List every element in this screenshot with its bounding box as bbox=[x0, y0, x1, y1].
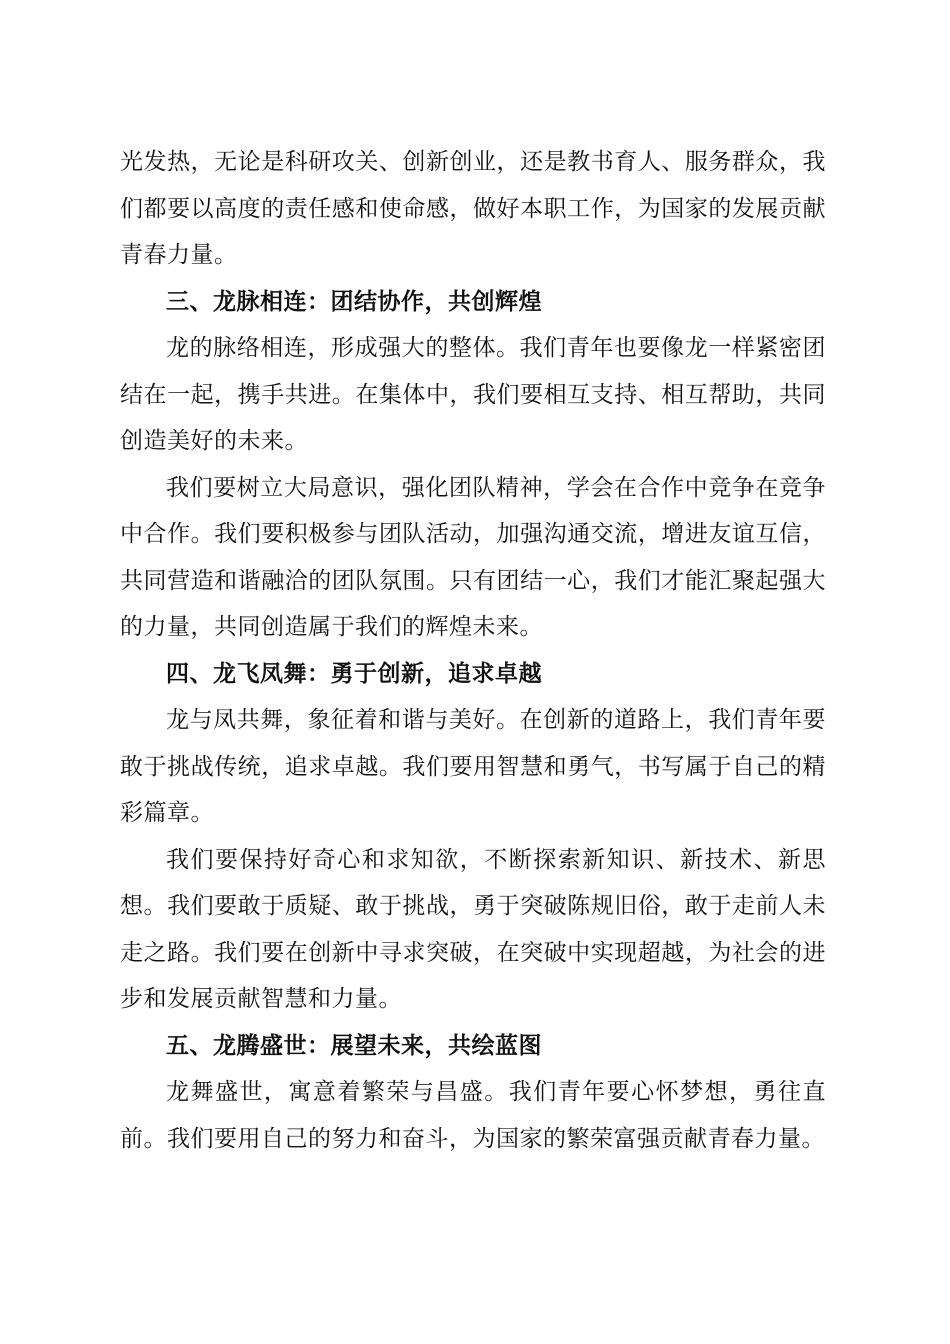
section-heading-5: 五、龙腾盛世：展望未来，共绘蓝图 bbox=[166, 1032, 542, 1059]
document-body bbox=[120, 139, 826, 1162]
paragraph-continued: 光发热，无论是科研攻关、创新创业，还是教书育人、服务群众，我们都要以高度的责任感和使命感，做好本职工作，为国家的发展贡献青春力量。 bbox=[120, 149, 826, 268]
paragraph: 龙舞盛世，寓意着繁荣与昌盛。我们青年要心怀梦想，勇往直前。我们要用自己的努力和奋斗，为国家的繁荣富强贡献青春力量。 bbox=[120, 1079, 826, 1152]
paragraph: 龙与凤共舞，象征着和谐与美好。在创新的道路上，我们青年要敢于挑战传统，追求卓越。我们要用智慧和勇气，书写属于自己的精彩篇章。 bbox=[120, 707, 826, 826]
paragraph: 我们要树立大局意识，强化团队精神，学会在合作中竞争在竞争中合作。我们要积极参与团队活动，加强沟通交流，增进友谊互信，共同营造和谐融洽的团队氛围。只有团结一心，我们才能汇聚起强大的力量，共同创造属于我们的辉煌未来。 bbox=[120, 474, 826, 640]
paragraph: 我们要保持好奇心和求知欲，不断探索新知识、新技术、新思想。我们要敢于质疑、敢于挑战，勇于突破陈规旧俗，敢于走前人未走之路。我们要在创新中寻求突破，在突破中实现超越，为社会的进步和发展贡献智慧和力量。 bbox=[120, 846, 826, 1012]
section-heading-4: 四、龙飞凤舞：勇于创新，追求卓越 bbox=[166, 660, 542, 687]
paragraph: 龙的脉络相连，形成强大的整体。我们青年也要像龙一样紧密团结在一起，携手共进。在集体中，我们要相互支持、相互帮助，共同创造美好的未来。 bbox=[120, 335, 826, 454]
section-heading-3: 三、龙脉相连：团结协作，共创辉煌 bbox=[166, 288, 542, 315]
